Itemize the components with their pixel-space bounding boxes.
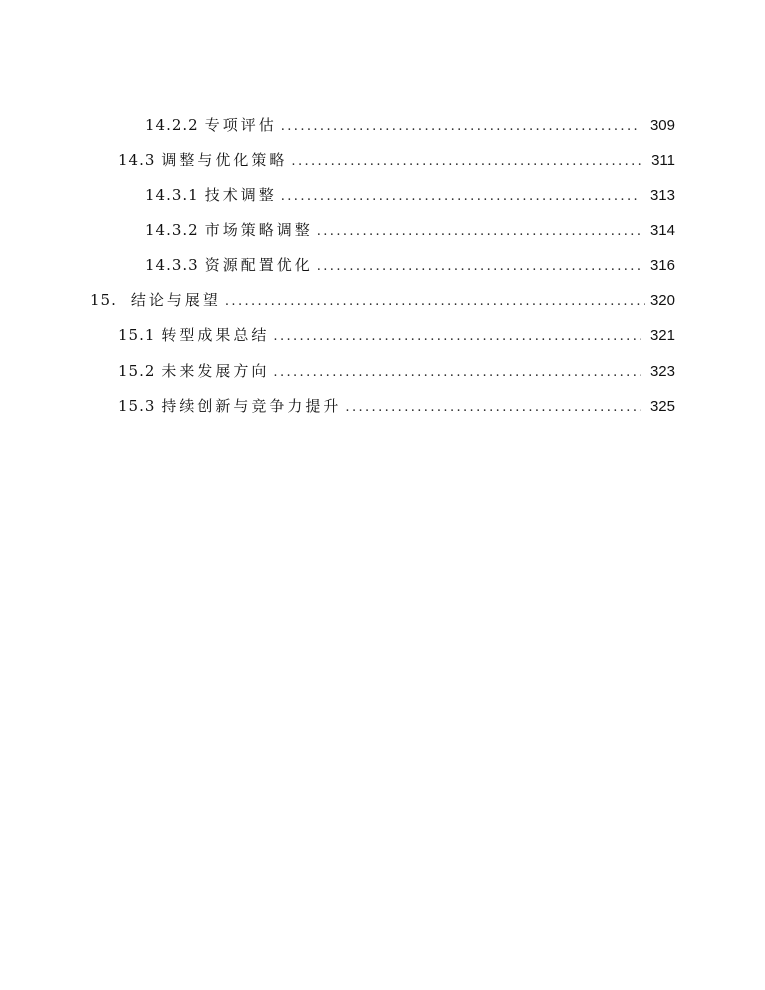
toc-dot-leader [345,396,641,420]
toc-entry-number: 14.3.1 [145,186,199,204]
toc-entry-title: 专项评估 [204,116,277,134]
toc-entry-page-number: 323 [649,363,675,380]
toc-entry-number: 14.3 [118,151,156,169]
toc-entry-number: 14.3.3 [145,256,199,274]
toc-entry-number: 15.1 [118,326,156,344]
toc-entry[interactable] [118,394,675,418]
toc-dot-leader [225,290,645,314]
toc-dot-leader [281,185,641,209]
toc-entry-number: 15. [90,291,117,309]
toc-entry-page-number: 313 [649,187,675,204]
toc-entry[interactable] [145,183,675,207]
toc-entry-title: 技术调整 [204,186,277,204]
toc-entry-page-number: 314 [649,222,675,239]
toc-dot-leader [281,115,641,139]
toc-entry[interactable] [90,288,675,312]
toc-entry-number: 15.3 [118,397,156,415]
toc-entry-title: 结论与展望 [130,291,221,309]
toc-entry-number: 14.3.2 [145,221,199,239]
toc-entry[interactable] [118,359,675,383]
toc-entry-page-number: 321 [649,327,675,344]
toc-entry[interactable] [118,148,675,172]
toc-entry-page-number: 316 [649,257,675,274]
toc-entry-page-number: 325 [649,398,675,415]
toc-entry[interactable] [118,323,675,347]
toc-dot-leader [291,150,641,174]
toc-entry-title: 持续创新与竞争力提升 [161,397,342,415]
toc-entry-page-number: 320 [649,292,675,309]
toc-entry-title: 未来发展方向 [161,362,270,380]
toc-entry[interactable] [145,113,675,137]
toc-entry-title: 调整与优化策略 [161,151,288,169]
toc-dot-leader [273,361,641,385]
toc-entry-title: 资源配置优化 [204,256,313,274]
toc-dot-leader [317,220,641,244]
toc-entry[interactable] [145,218,675,242]
toc-entry[interactable] [145,253,675,277]
toc-entry-page-number: 311 [651,152,675,169]
toc-entry-title: 转型成果总结 [161,326,270,344]
toc-dot-leader [273,325,641,349]
toc-entry-number: 15.2 [118,362,156,380]
toc-dot-leader [317,255,641,279]
toc-entry-title: 市场策略调整 [204,221,313,239]
toc-entry-page-number: 309 [649,117,675,134]
toc-entry-number: 14.2.2 [145,116,199,134]
